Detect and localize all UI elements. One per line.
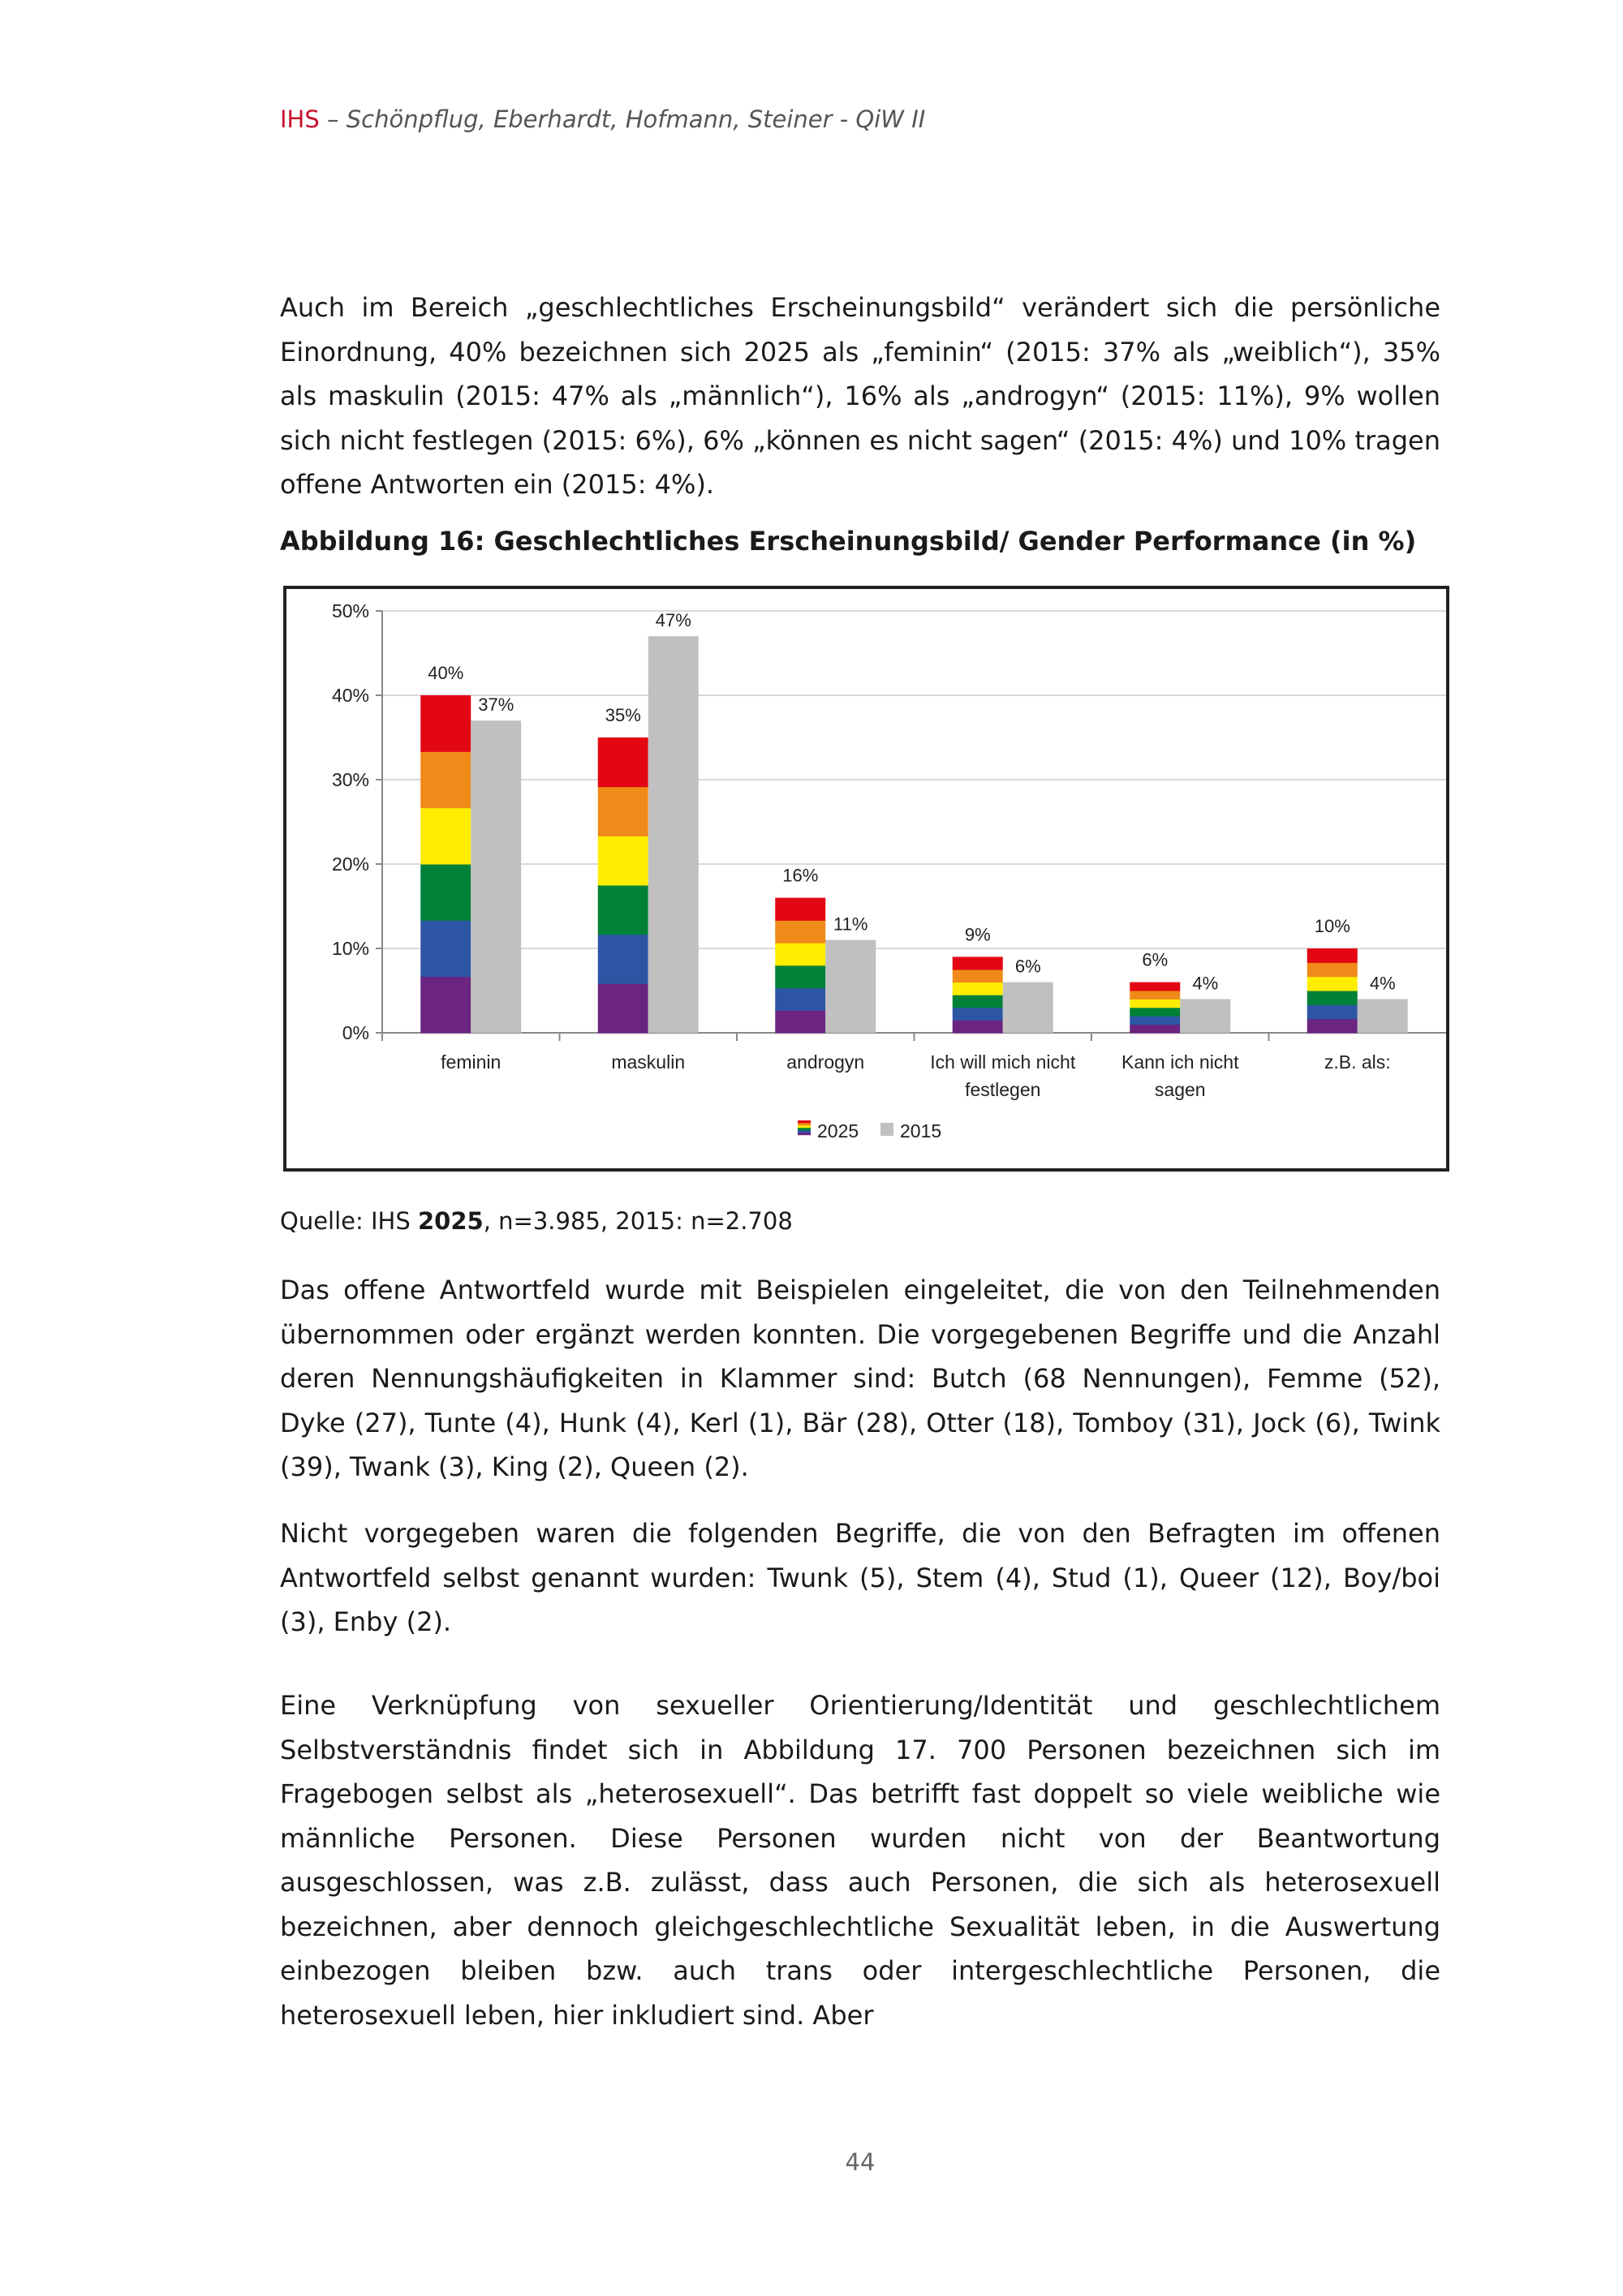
y-tick-label: 50%: [331, 600, 369, 621]
paragraph-intro: Auch im Bereich „geschlechtliches Erscheinungsbild“ verändert sich die persönliche Einordnung, 40% bezeichnen sich 2025 als „feminin“ (2015: 37% als „weiblich“), 35% als maskulin (2015: 47% als „männlich“), 16% als „androgyn“ (2015: 11%), 9% wollen sich nicht festlegen (2015: 6%), 6% „können es nicht sagen“ (2015: 4%) und 10% tragen offene Antworten ein (2015: 4%).: [280, 292, 1440, 500]
bar-2025-segment: [1307, 948, 1358, 963]
data-label-2015: 4%: [1192, 973, 1219, 994]
bar-2025-segment: [775, 988, 825, 1011]
bar-2025-segment: [598, 836, 648, 885]
data-label-2015: 47%: [655, 610, 691, 631]
x-category-label: feminin: [441, 1051, 502, 1073]
bar-2025-segment: [775, 1010, 825, 1033]
bar-2025-segment: [420, 977, 471, 1034]
legend-swatch-2025: [798, 1120, 811, 1123]
x-category-label: festlegen: [965, 1079, 1041, 1100]
legend-swatch-2025: [798, 1130, 811, 1133]
data-label-2015: 6%: [1014, 956, 1041, 977]
bar-2025-segment: [1130, 982, 1180, 991]
x-category-label: Kann ich nicht: [1121, 1051, 1239, 1073]
bar-2025-segment: [420, 751, 471, 808]
bar-2015: [1003, 982, 1053, 1033]
data-label-2015: 11%: [833, 914, 868, 935]
bar-2025-segment: [1307, 1019, 1358, 1034]
y-tick-label: 20%: [331, 853, 369, 875]
header-org: IHS: [280, 105, 320, 133]
bar-2025-segment: [598, 787, 648, 836]
data-label-2025: 10%: [1314, 916, 1350, 936]
x-category-label: maskulin: [611, 1051, 686, 1073]
source-prefix: Quelle: IHS: [280, 1207, 418, 1235]
bar-2025-segment: [420, 695, 471, 752]
y-tick-label: 30%: [331, 769, 369, 790]
bar-2015: [1358, 999, 1408, 1033]
bar-2025-segment: [1130, 1008, 1180, 1017]
bar-2025-segment: [953, 982, 1003, 995]
legend-swatch-2015: [880, 1123, 893, 1136]
page-number: 44: [845, 2148, 876, 2176]
data-label-2025: 35%: [605, 705, 641, 725]
bar-2025-segment: [953, 1008, 1003, 1021]
legend-label-2015: 2015: [900, 1120, 942, 1142]
bar-2025-segment: [598, 885, 648, 935]
x-category-label: androgyn: [786, 1051, 865, 1073]
bar-2025-segment: [1130, 1016, 1180, 1025]
running-header: [280, 105, 925, 133]
source-year: 2025: [417, 1207, 484, 1235]
bar-2015: [648, 636, 699, 1033]
figure-source: [280, 1207, 793, 1235]
bar-chart: [286, 589, 1446, 1168]
bar-2025-segment: [1307, 977, 1358, 991]
bar-2025-segment: [1130, 1025, 1180, 1034]
bar-2025-segment: [1307, 1004, 1358, 1019]
header-authors: – Schönpflug, Eberhardt, Hofmann, Steiner - QiW II: [319, 105, 926, 133]
paragraph-not-given: Nicht vorgegeben waren die folgenden Begriffe, die von den Befragten im offenen Antwortfeld selbst genannt wurden: Twunk (5), Stem (4), Stud (1), Queer (12), Boy/boi (3), Enby (2).: [280, 1518, 1440, 1637]
bar-2025-segment: [598, 935, 648, 984]
data-label-2015: 37%: [478, 694, 514, 716]
bar-2025-segment: [420, 920, 471, 977]
bar-2025-segment: [598, 983, 648, 1033]
bar-2025-segment: [1307, 962, 1358, 977]
bar-2025-segment: [1130, 999, 1180, 1008]
bar-2015: [825, 940, 876, 1033]
bar-2025-segment: [598, 737, 648, 787]
legend-swatch-2025: [798, 1128, 811, 1130]
figure-caption: Abbildung 16: Geschlechtliches Erscheinungsbild/ Gender Performance (in %): [280, 526, 1417, 557]
bar-2025-segment: [1307, 991, 1358, 1005]
y-tick-label: 40%: [331, 685, 369, 706]
bar-2025-segment: [775, 965, 825, 988]
bar-2015: [1180, 999, 1230, 1033]
bar-2025-segment: [953, 995, 1003, 1008]
data-label-2025: 6%: [1142, 949, 1169, 970]
y-tick-label: 10%: [331, 938, 369, 959]
bar-2025-segment: [953, 957, 1003, 970]
data-label-2015: 4%: [1369, 973, 1396, 994]
bar-2025-segment: [420, 808, 471, 865]
legend-swatch-2025: [798, 1125, 811, 1128]
data-label-2025: 40%: [428, 663, 464, 683]
legend-label-2025: 2025: [817, 1120, 859, 1142]
chart-frame: [283, 586, 1449, 1172]
legend-swatch-2025: [798, 1123, 811, 1125]
legend-swatch-2025: [798, 1133, 811, 1135]
bar-2015: [471, 720, 521, 1033]
bar-2025-segment: [953, 970, 1003, 982]
bar-2025-segment: [775, 943, 825, 965]
bar-2025-segment: [953, 1020, 1003, 1033]
x-category-label: sagen: [1154, 1079, 1206, 1100]
bar-2025-segment: [775, 920, 825, 943]
paragraph-orientation: Eine Verknüpfung von sexueller Orientierung/Identität und geschlechtlichem Selbstverständnis findet sich in Abbildung 17. 700 Personen bezeichnen sich im Fragebogen selbst als „heterosexuell“. Das betrifft fast doppelt so viele weibliche wie männliche Personen. Diese Personen wurden nicht von der Beantwortung ausgeschlossen, was z.B. zulässt, dass auch Personen, die sich als heterosexuell bezeichnen, aber dennoch gleichgeschlechtliche Sexualität leben, in die Auswertung einbezogen bleiben bzw. auch trans oder intergeschlechtliche Personen, die heterosexuell leben, hier inkludiert sind. Aber: [280, 1690, 1440, 2031]
y-tick-label: 0%: [342, 1022, 369, 1043]
data-label-2025: 16%: [782, 865, 819, 886]
bar-2025-segment: [775, 898, 825, 921]
paragraph-open-answers: Das offene Antwortfeld wurde mit Beispielen eingeleitet, die von den Teilnehmenden übernommen oder ergänzt werden konnten. Die vorgegebenen Begriffe und die Anzahl deren Nennungshäufigkeiten in Klammer sind: Butch (68 Nennungen), Femme (52), Dyke (27), Tunte (4), Hunk (4), Kerl (1), Bär (28), Otter (18), Tomboy (31), Jock (6), Twink (39), Twank (3), King (2), Queen (2).: [280, 1275, 1440, 1482]
bar-2025-segment: [1130, 991, 1180, 1000]
source-sample: , n=3.985, 2015: n=2.708: [483, 1207, 793, 1235]
bar-2025-segment: [420, 864, 471, 921]
x-category-label: Ich will mich nicht: [930, 1051, 1076, 1073]
x-category-label: z.B. als:: [1324, 1051, 1391, 1073]
data-label-2025: 9%: [964, 924, 991, 945]
